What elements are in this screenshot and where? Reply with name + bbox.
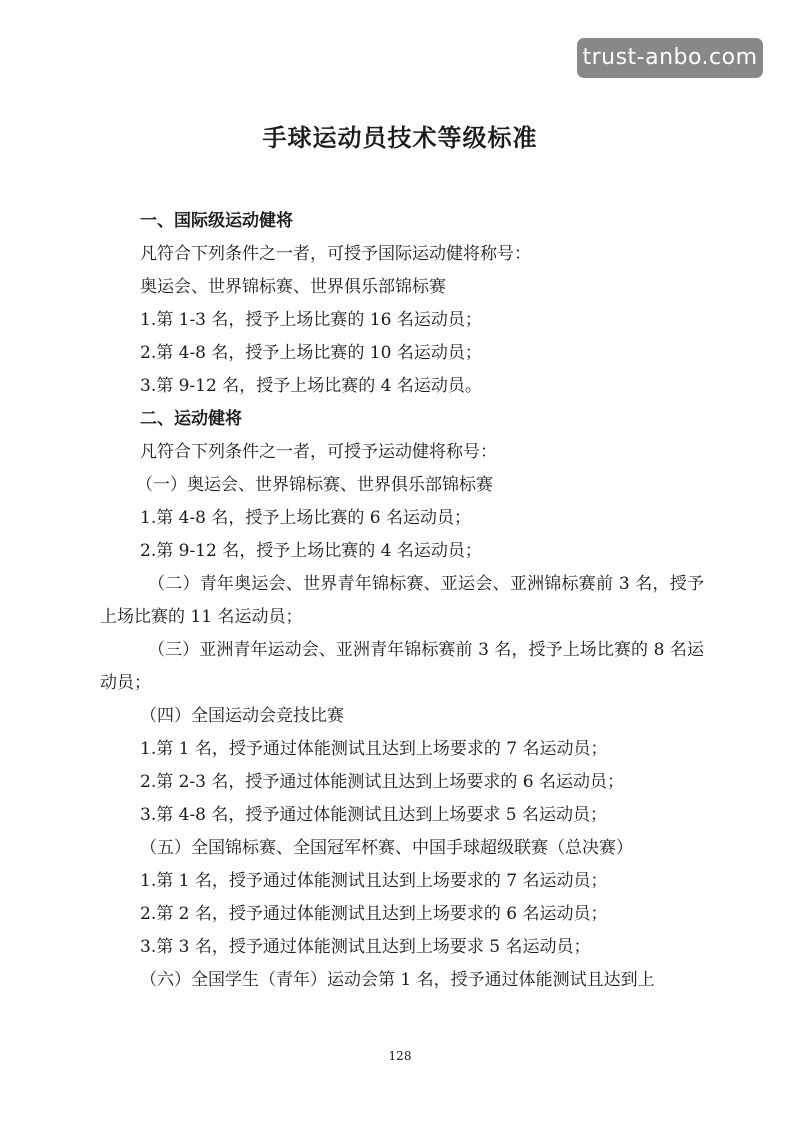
section-heading: 一、国际级运动健将 [140,211,293,231]
list-item: 3.第 3 名，授予通过体能测试且达到上场要求 5 名运动员； [140,937,591,957]
paragraph: 奥运会、世界锦标赛、世界俱乐部锦标赛 [140,277,446,297]
list-item: 3.第 9-12 名，授予上场比赛的 4 名运动员。 [140,376,482,396]
list-item: 1.第 1 名，授予通过体能测试且达到上场要求的 7 名运动员； [140,871,608,891]
paragraph: （二）青年奥运会、世界青年锦标赛、亚运会、亚洲锦标赛前 3 名，授予上场比赛的 11 名运动员； [100,574,704,627]
subsection-heading: （四）全国运动会竞技比赛 [140,706,344,726]
paragraph: （三）亚洲青年运动会、亚洲青年锦标赛前 3 名，授予上场比赛的 8 名运动员； [100,640,704,693]
list-item: 2.第 2 名，授予通过体能测试且达到上场要求的 6 名运动员； [140,904,608,924]
subsection-heading: （一）奥运会、世界锦标赛、世界俱乐部锦标赛 [136,475,493,495]
list-item: 3.第 4-8 名，授予通过体能测试且达到上场要求 5 名运动员； [140,805,608,825]
watermark-badge: trust-anbo.com [577,38,763,78]
list-item: 1.第 4-8 名，授予上场比赛的 6 名运动员； [140,508,472,528]
page-number: 128 [388,1049,412,1063]
paragraph: 凡符合下列条件之一者，可授予运动健将称号： [140,442,497,462]
document-body [100,205,704,997]
subsection-heading: （六）全国学生（青年）运动会第 1 名，授予通过体能测试且达到上 [140,970,655,990]
list-item: 2.第 9-12 名，授予上场比赛的 4 名运动员； [140,541,482,561]
list-item: 2.第 4-8 名，授予上场比赛的 10 名运动员； [140,343,482,363]
section-heading: 二、运动健将 [140,409,242,429]
list-item: 1.第 1 名，授予通过体能测试且达到上场要求的 7 名运动员； [140,739,608,759]
page-title: 手球运动员技术等级标准 [262,124,538,152]
list-item: 2.第 2-3 名，授予通过体能测试且达到上场要求的 6 名运动员； [140,772,625,792]
paragraph: 凡符合下列条件之一者，可授予国际运动健将称号： [140,244,531,264]
subsection-heading: （五）全国锦标赛、全国冠军杯赛、中国手球超级联赛（总决赛） [140,838,633,858]
list-item: 1.第 1-3 名，授予上场比赛的 16 名运动员； [140,310,482,330]
